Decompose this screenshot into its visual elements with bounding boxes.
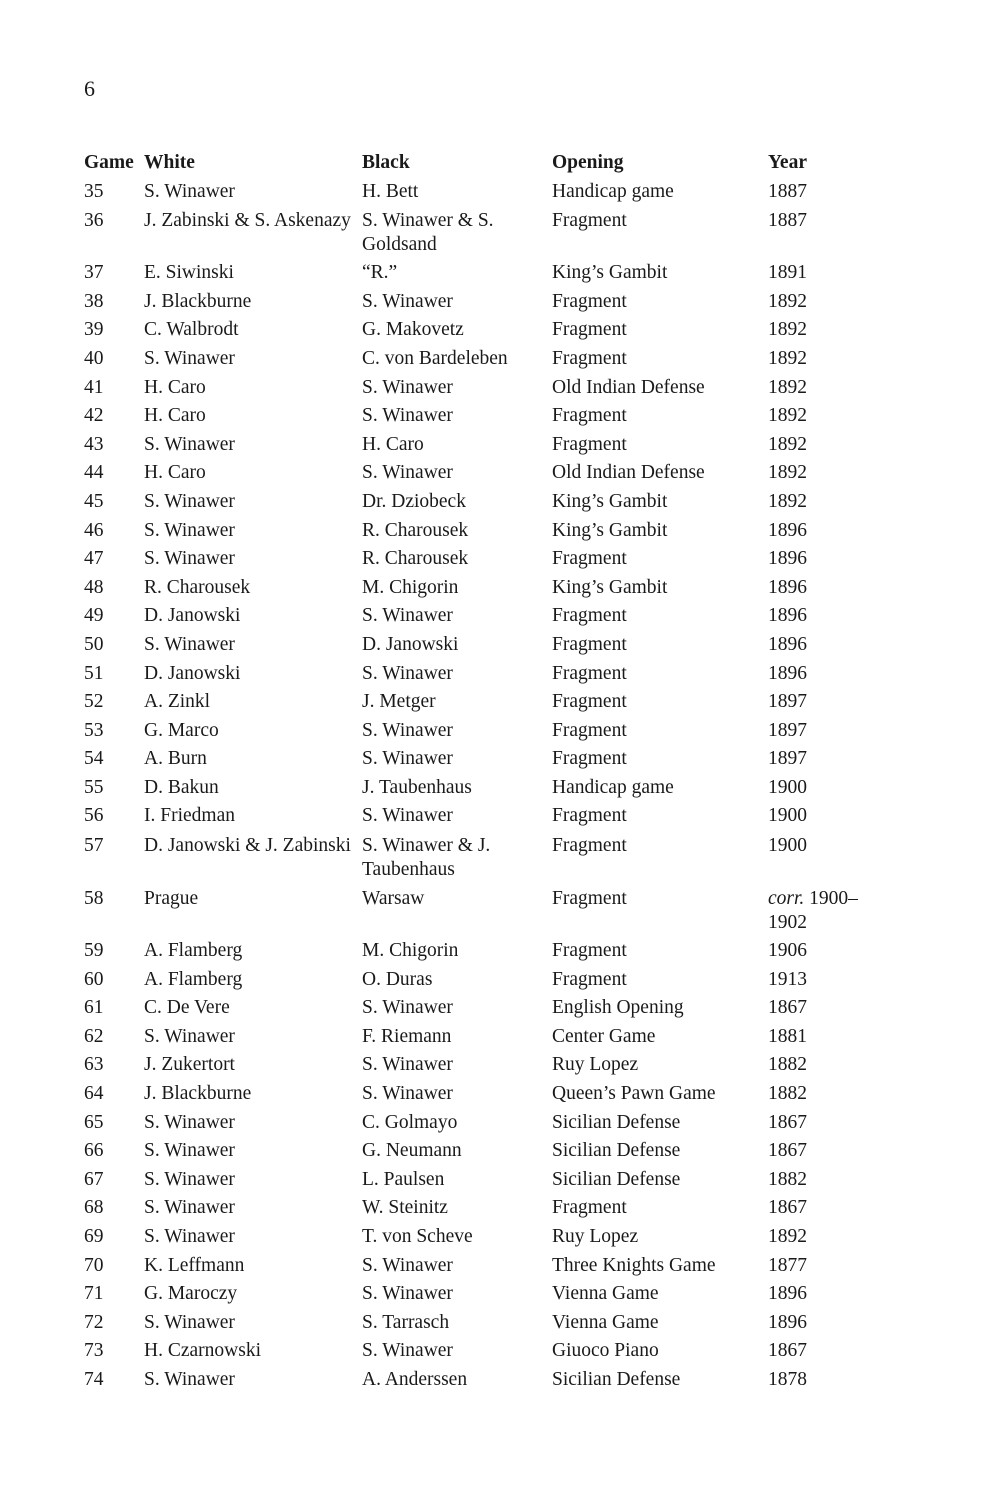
white-player-cell: S. Winawer bbox=[144, 433, 235, 455]
white-player-cell: H. Caro bbox=[144, 462, 206, 484]
year-value: 1896 bbox=[768, 1311, 807, 1333]
table-row bbox=[84, 1366, 884, 1395]
year-cell bbox=[768, 402, 878, 431]
table-row bbox=[84, 345, 884, 374]
game-number-cell: 44 bbox=[84, 462, 104, 484]
year-cell bbox=[768, 517, 878, 546]
year-value: 1906 bbox=[768, 940, 807, 962]
year-cell bbox=[768, 1223, 878, 1252]
table-row bbox=[84, 1309, 884, 1338]
black-player-cell: R. Charousek bbox=[362, 519, 469, 541]
game-number-cell: 46 bbox=[84, 519, 104, 541]
year-value: 1867 bbox=[768, 1111, 807, 1133]
black-player-cell: G. Neumann bbox=[362, 1140, 462, 1162]
year-value: 1896 bbox=[768, 548, 807, 570]
game-number-cell: 60 bbox=[84, 968, 104, 990]
black-player-cell: S. Winawer bbox=[362, 290, 453, 312]
year-value: 1867 bbox=[768, 997, 807, 1019]
opening-cell: Old Indian Defense bbox=[552, 376, 705, 398]
white-player-cell: D. Bakun bbox=[144, 776, 219, 798]
year-value: 1897 bbox=[768, 719, 807, 741]
black-player-cell: D. Janowski bbox=[362, 633, 459, 655]
opening-cell: Fragment bbox=[552, 209, 627, 231]
header-white: White bbox=[144, 152, 195, 173]
table-row bbox=[84, 459, 884, 488]
white-player-cell: S. Winawer bbox=[144, 633, 235, 655]
game-number-cell: 73 bbox=[84, 1340, 104, 1362]
year-value: 1900 bbox=[768, 834, 807, 856]
opening-cell: Handicap game bbox=[552, 180, 674, 202]
year-cell bbox=[768, 994, 878, 1023]
table-row bbox=[84, 884, 884, 937]
opening-cell: Fragment bbox=[552, 405, 627, 427]
game-number-cell: 43 bbox=[84, 433, 104, 455]
game-number-cell: 57 bbox=[84, 834, 104, 856]
game-number-cell: 68 bbox=[84, 1197, 104, 1219]
white-player-cell: S. Winawer bbox=[144, 1140, 235, 1162]
black-player-cell: “R.” bbox=[362, 262, 398, 284]
year-value: 1892 bbox=[768, 1226, 807, 1247]
year-value: 1867 bbox=[768, 1140, 807, 1162]
table-row bbox=[84, 1023, 884, 1052]
header-game: Game bbox=[84, 152, 134, 173]
table-row bbox=[84, 1166, 884, 1195]
black-player-cell: S. Winawer bbox=[362, 462, 453, 484]
year-cell bbox=[768, 209, 878, 260]
opening-cell: Sicilian Defense bbox=[552, 1111, 681, 1133]
game-number-cell: 47 bbox=[84, 548, 104, 570]
white-player-cell: S. Winawer bbox=[144, 1226, 235, 1247]
opening-cell: Fragment bbox=[552, 691, 627, 713]
opening-cell: Fragment bbox=[552, 748, 627, 770]
year-cell bbox=[768, 1309, 878, 1338]
table-row bbox=[84, 717, 884, 746]
opening-cell: Ruy Lopez bbox=[552, 1054, 639, 1076]
year-cell bbox=[768, 1109, 878, 1138]
table-row bbox=[84, 1109, 884, 1138]
game-number-cell: 62 bbox=[84, 1025, 104, 1047]
black-player-cell: Warsaw bbox=[362, 887, 425, 909]
year-value: 1896 bbox=[768, 1283, 807, 1305]
year-cell bbox=[768, 745, 878, 774]
table-row bbox=[84, 259, 884, 288]
opening-cell: Giuoco Piano bbox=[552, 1340, 659, 1362]
table-row bbox=[84, 431, 884, 460]
white-player-cell: G. Maroczy bbox=[144, 1283, 238, 1305]
white-player-cell: S. Winawer bbox=[144, 490, 235, 512]
opening-cell: Sicilian Defense bbox=[552, 1368, 681, 1390]
white-player-cell: I. Friedman bbox=[144, 805, 235, 827]
white-player-cell: A. Flamberg bbox=[144, 940, 243, 962]
year-value: 1913 bbox=[768, 968, 807, 990]
header-opening: Opening bbox=[552, 152, 624, 173]
year-value: 1896 bbox=[768, 605, 807, 627]
opening-cell: Fragment bbox=[552, 968, 627, 990]
table-row bbox=[84, 802, 884, 831]
black-player-cell: W. Steinitz bbox=[362, 1197, 448, 1219]
year-value: 1896 bbox=[768, 662, 807, 684]
game-number-cell: 36 bbox=[84, 209, 104, 231]
table-row bbox=[84, 316, 884, 345]
game-number-cell: 72 bbox=[84, 1311, 104, 1333]
year-cell bbox=[768, 1252, 878, 1281]
black-player-cell: S. Winawer bbox=[362, 376, 453, 398]
game-number-cell: 53 bbox=[84, 719, 104, 741]
year-cell bbox=[768, 688, 878, 717]
year-cell bbox=[768, 574, 878, 603]
black-player-cell: L. Paulsen bbox=[362, 1168, 445, 1190]
opening-cell: Center Game bbox=[552, 1025, 656, 1047]
opening-cell: Handicap game bbox=[552, 776, 674, 798]
white-player-cell: A. Burn bbox=[144, 748, 207, 770]
game-number-cell: 64 bbox=[84, 1083, 104, 1105]
opening-cell: Fragment bbox=[552, 633, 627, 655]
black-player-cell: A. Anderssen bbox=[362, 1368, 468, 1390]
game-number-cell: 63 bbox=[84, 1054, 104, 1076]
table-body bbox=[84, 178, 884, 1395]
white-player-cell: H. Caro bbox=[144, 405, 206, 427]
black-player-cell: S. Winawer & S. Goldsand bbox=[362, 209, 494, 256]
black-player-cell: M. Chigorin bbox=[362, 576, 459, 598]
opening-cell: Fragment bbox=[552, 319, 627, 341]
year-value: 1896 bbox=[768, 633, 807, 655]
header-year: Year bbox=[768, 152, 807, 173]
black-player-cell: S. Tarrasch bbox=[362, 1311, 450, 1333]
black-player-cell: C. Golmayo bbox=[362, 1111, 458, 1133]
opening-cell: Fragment bbox=[552, 887, 627, 909]
white-player-cell: J. Blackburne bbox=[144, 290, 252, 312]
year-cell bbox=[768, 774, 878, 803]
table-row bbox=[84, 688, 884, 717]
opening-cell: King’s Gambit bbox=[552, 519, 668, 541]
white-player-cell: S. Winawer bbox=[144, 519, 235, 541]
black-player-cell: S. Winawer bbox=[362, 748, 453, 770]
black-player-cell: O. Duras bbox=[362, 968, 433, 990]
white-player-cell: D. Janowski & J. Zabinski bbox=[144, 834, 351, 856]
year-cell bbox=[768, 631, 878, 660]
year-cell bbox=[768, 1166, 878, 1195]
year-cell bbox=[768, 1194, 878, 1223]
white-player-cell: J. Zukertort bbox=[144, 1054, 235, 1076]
opening-cell: Fragment bbox=[552, 1197, 627, 1219]
game-number-cell: 66 bbox=[84, 1140, 104, 1162]
year-value: 1878 bbox=[768, 1368, 807, 1390]
white-player-cell: S. Winawer bbox=[144, 180, 235, 202]
game-number-cell: 71 bbox=[84, 1283, 104, 1305]
black-player-cell: S. Winawer & J. Taubenhaus bbox=[362, 834, 491, 881]
year-cell bbox=[768, 1366, 878, 1395]
black-player-cell: S. Winawer bbox=[362, 997, 453, 1019]
year-cell bbox=[768, 545, 878, 574]
black-player-cell: C. von Bardeleben bbox=[362, 347, 508, 369]
black-player-cell: S. Winawer bbox=[362, 405, 453, 427]
year-cell bbox=[768, 1337, 878, 1366]
opening-cell: Sicilian Defense bbox=[552, 1168, 681, 1190]
black-player-cell: J. Taubenhaus bbox=[362, 776, 472, 798]
game-number-cell: 40 bbox=[84, 347, 104, 369]
opening-cell: English Opening bbox=[552, 997, 684, 1019]
table-row bbox=[84, 488, 884, 517]
year-value: 1892 bbox=[768, 462, 807, 484]
opening-cell: Old Indian Defense bbox=[552, 462, 705, 484]
white-player-cell: D. Janowski bbox=[144, 662, 241, 684]
opening-cell: Fragment bbox=[552, 347, 627, 369]
white-player-cell: J. Zabinski & S. Askenazy bbox=[144, 209, 351, 231]
opening-cell: King’s Gambit bbox=[552, 576, 668, 598]
white-player-cell: S. Winawer bbox=[144, 1311, 235, 1333]
year-value: 1877 bbox=[768, 1254, 807, 1276]
year-value: 1900 bbox=[768, 805, 807, 827]
opening-cell: Fragment bbox=[552, 834, 627, 856]
year-value: 1892 bbox=[768, 405, 807, 427]
year-cell bbox=[768, 966, 878, 995]
year-cell bbox=[768, 802, 878, 831]
game-number-cell: 37 bbox=[84, 262, 104, 284]
black-player-cell: H. Caro bbox=[362, 433, 424, 455]
game-number-cell: 48 bbox=[84, 576, 104, 598]
black-player-cell: S. Winawer bbox=[362, 1340, 453, 1362]
game-number-cell: 74 bbox=[84, 1368, 104, 1390]
year-cell bbox=[768, 259, 878, 288]
game-number-cell: 55 bbox=[84, 776, 104, 798]
white-player-cell: R. Charousek bbox=[144, 576, 251, 598]
table-row bbox=[84, 831, 884, 884]
game-number-cell: 35 bbox=[84, 180, 104, 202]
year-value: 1892 bbox=[768, 376, 807, 398]
year-value: 1882 bbox=[768, 1054, 807, 1076]
table-row bbox=[84, 402, 884, 431]
table-row bbox=[84, 1252, 884, 1281]
game-number-cell: 45 bbox=[84, 490, 104, 512]
white-player-cell: J. Blackburne bbox=[144, 1083, 252, 1105]
white-player-cell: S. Winawer bbox=[144, 1168, 235, 1190]
white-player-cell: H. Czarnowski bbox=[144, 1340, 261, 1362]
year-value: 1882 bbox=[768, 1168, 807, 1190]
year-value: 1892 bbox=[768, 347, 807, 369]
white-player-cell: D. Janowski bbox=[144, 605, 241, 627]
white-player-cell: S. Winawer bbox=[144, 1368, 235, 1390]
game-number-cell: 61 bbox=[84, 997, 104, 1019]
year-value: 1900 bbox=[768, 776, 807, 798]
opening-cell: Fragment bbox=[552, 290, 627, 312]
opening-cell: Vienna Game bbox=[552, 1311, 659, 1333]
table-row bbox=[84, 1137, 884, 1166]
year-value: 1867 bbox=[768, 1197, 807, 1219]
black-player-cell: J. Metger bbox=[362, 691, 436, 713]
white-player-cell: H. Caro bbox=[144, 376, 206, 398]
year-value: 1891 bbox=[768, 262, 807, 284]
table-row bbox=[84, 660, 884, 689]
black-player-cell: S. Winawer bbox=[362, 1054, 453, 1076]
year-value: 1881 bbox=[768, 1025, 807, 1047]
table-row bbox=[84, 966, 884, 995]
black-player-cell: S. Winawer bbox=[362, 662, 453, 684]
year-value: 1900–1902 bbox=[768, 887, 858, 934]
game-number-cell: 56 bbox=[84, 805, 104, 827]
year-value: 1896 bbox=[768, 576, 807, 598]
white-player-cell: E. Siwinski bbox=[144, 262, 234, 284]
game-number-cell: 42 bbox=[84, 405, 104, 427]
black-player-cell: Dr. Dziobeck bbox=[362, 490, 466, 512]
year-cell bbox=[768, 834, 878, 885]
game-number-cell: 50 bbox=[84, 633, 104, 655]
opening-cell: Fragment bbox=[552, 548, 627, 570]
table-row bbox=[84, 206, 884, 259]
game-number-cell: 39 bbox=[84, 319, 104, 341]
game-number-cell: 38 bbox=[84, 290, 104, 312]
year-cell bbox=[768, 1023, 878, 1052]
white-player-cell: K. Leffmann bbox=[144, 1254, 245, 1276]
table-row bbox=[84, 545, 884, 574]
table-row bbox=[84, 774, 884, 803]
game-number-cell: 58 bbox=[84, 887, 104, 909]
black-player-cell: M. Chigorin bbox=[362, 940, 459, 962]
black-player-cell: S. Winawer bbox=[362, 1083, 453, 1105]
table-row bbox=[84, 745, 884, 774]
year-value: 1896 bbox=[768, 519, 807, 541]
year-cell bbox=[768, 602, 878, 631]
year-cell bbox=[768, 887, 878, 938]
year-value: 1892 bbox=[768, 290, 807, 312]
year-value: 1882 bbox=[768, 1083, 807, 1105]
game-number-cell: 54 bbox=[84, 748, 104, 770]
game-number-cell: 59 bbox=[84, 940, 104, 962]
year-value: 1892 bbox=[768, 319, 807, 341]
game-number-cell: 70 bbox=[84, 1254, 104, 1276]
black-player-cell: S. Winawer bbox=[362, 1283, 453, 1305]
year-cell bbox=[768, 1051, 878, 1080]
table-row bbox=[84, 1080, 884, 1109]
table-row bbox=[84, 517, 884, 546]
game-number-cell: 49 bbox=[84, 605, 104, 627]
table-row bbox=[84, 1194, 884, 1223]
page-number: 6 bbox=[84, 76, 95, 101]
white-player-cell: C. Walbrodt bbox=[144, 319, 239, 341]
table-row bbox=[84, 631, 884, 660]
table-row bbox=[84, 178, 884, 207]
header-black: Black bbox=[362, 152, 410, 173]
game-number-cell: 67 bbox=[84, 1168, 104, 1190]
game-number-cell: 65 bbox=[84, 1111, 104, 1133]
table-row bbox=[84, 1280, 884, 1309]
table-row bbox=[84, 937, 884, 966]
opening-cell: Ruy Lopez bbox=[552, 1226, 639, 1247]
table-row bbox=[84, 994, 884, 1023]
table-row bbox=[84, 1223, 884, 1252]
year-value: 1887 bbox=[768, 180, 807, 202]
white-player-cell: C. De Vere bbox=[144, 997, 230, 1019]
white-player-cell: S. Winawer bbox=[144, 1197, 235, 1219]
white-player-cell: S. Winawer bbox=[144, 1025, 235, 1047]
year-cell bbox=[768, 1080, 878, 1109]
black-player-cell: S. Winawer bbox=[362, 605, 453, 627]
year-cell bbox=[768, 459, 878, 488]
black-player-cell: R. Charousek bbox=[362, 548, 469, 570]
white-player-cell: A. Flamberg bbox=[144, 968, 243, 990]
game-number-cell: 52 bbox=[84, 691, 104, 713]
games-table bbox=[84, 149, 884, 1395]
game-number-cell: 41 bbox=[84, 376, 104, 398]
black-player-cell: S. Winawer bbox=[362, 1254, 453, 1276]
table-header-row bbox=[84, 149, 884, 178]
year-cell bbox=[768, 178, 878, 207]
opening-cell: Fragment bbox=[552, 719, 627, 741]
game-number-cell: 69 bbox=[84, 1226, 104, 1247]
year-cell bbox=[768, 1280, 878, 1309]
year-value: 1887 bbox=[768, 209, 807, 231]
year-cell bbox=[768, 374, 878, 403]
black-player-cell: G. Makovetz bbox=[362, 319, 464, 341]
year-cell bbox=[768, 316, 878, 345]
year-cell bbox=[768, 431, 878, 460]
white-player-cell: S. Winawer bbox=[144, 548, 235, 570]
opening-cell: Fragment bbox=[552, 605, 627, 627]
black-player-cell: F. Riemann bbox=[362, 1025, 452, 1047]
year-cell bbox=[768, 717, 878, 746]
opening-cell: Fragment bbox=[552, 805, 627, 827]
opening-cell: King’s Gambit bbox=[552, 490, 668, 512]
opening-cell: King’s Gambit bbox=[552, 262, 668, 284]
year-value: 1892 bbox=[768, 490, 807, 512]
opening-cell: Vienna Game bbox=[552, 1283, 659, 1305]
year-value: 1897 bbox=[768, 748, 807, 770]
white-player-cell: A. Zinkl bbox=[144, 691, 211, 713]
year-cell bbox=[768, 488, 878, 517]
opening-cell: Sicilian Defense bbox=[552, 1140, 681, 1162]
white-player-cell: Prague bbox=[144, 887, 199, 909]
year-value: 1897 bbox=[768, 691, 807, 713]
black-player-cell: S. Winawer bbox=[362, 805, 453, 827]
black-player-cell: T. von Scheve bbox=[362, 1226, 473, 1247]
opening-cell: Fragment bbox=[552, 662, 627, 684]
year-cell bbox=[768, 288, 878, 317]
white-player-cell: S. Winawer bbox=[144, 347, 235, 369]
table-row bbox=[84, 1051, 884, 1080]
black-player-cell: H. Bett bbox=[362, 180, 419, 202]
white-player-cell: S. Winawer bbox=[144, 1111, 235, 1133]
game-number-cell: 51 bbox=[84, 662, 104, 684]
opening-cell: Queen’s Pawn Game bbox=[552, 1083, 716, 1105]
table-row bbox=[84, 374, 884, 403]
opening-cell: Three Knights Game bbox=[552, 1254, 716, 1276]
year-prefix: corr. bbox=[768, 887, 805, 909]
table-row bbox=[84, 1337, 884, 1366]
year-cell bbox=[768, 345, 878, 374]
year-cell bbox=[768, 937, 878, 966]
table-row bbox=[84, 288, 884, 317]
table-row bbox=[84, 602, 884, 631]
year-cell bbox=[768, 660, 878, 689]
year-cell bbox=[768, 1137, 878, 1166]
year-value: 1867 bbox=[768, 1340, 807, 1362]
opening-cell: Fragment bbox=[552, 433, 627, 455]
white-player-cell: G. Marco bbox=[144, 719, 219, 741]
black-player-cell: S. Winawer bbox=[362, 719, 453, 741]
opening-cell: Fragment bbox=[552, 940, 627, 962]
table-row bbox=[84, 574, 884, 603]
year-value: 1892 bbox=[768, 433, 807, 455]
